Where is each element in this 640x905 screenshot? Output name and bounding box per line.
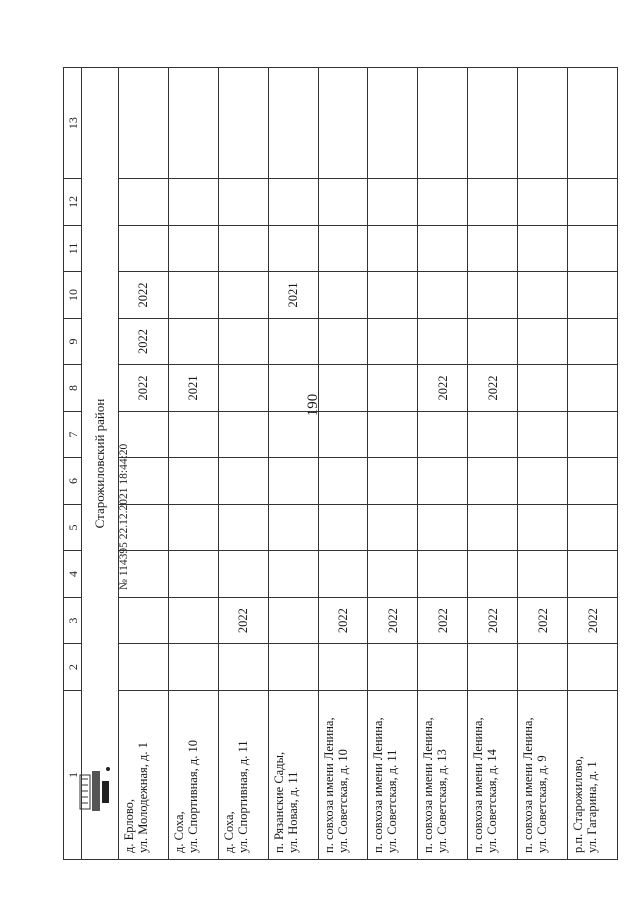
row-name: [119, 690, 169, 859]
year-cell: [418, 644, 468, 691]
year-cell: [218, 225, 268, 272]
year-cell: [318, 272, 368, 319]
row-name: [368, 690, 418, 859]
column-header: 8: [64, 365, 82, 412]
column-header: 6: [64, 458, 82, 505]
year-cell: 2022: [418, 365, 468, 412]
table-row: [268, 68, 318, 860]
table-row: [468, 68, 518, 860]
year-cell: [318, 411, 368, 458]
year-cell: [568, 458, 618, 505]
year-cell: [218, 272, 268, 319]
header-row: [64, 68, 82, 860]
year-cell: [318, 504, 368, 551]
row-name-line: п. совхоза имени Ленина,: [321, 717, 336, 853]
year-cell: [318, 318, 368, 365]
column-header: 10: [64, 272, 82, 319]
year-cell: [218, 68, 268, 179]
year-cell: [119, 597, 169, 644]
year-cell: 2022: [468, 597, 518, 644]
row-name: [418, 690, 468, 859]
year-cell: 2022: [318, 597, 368, 644]
year-cell: [218, 365, 268, 412]
year-cell: 2021: [268, 272, 318, 319]
year-cell: [218, 644, 268, 691]
table-row: [518, 68, 568, 860]
year-cell: [368, 551, 418, 598]
year-cell: [568, 644, 618, 691]
row-name: [568, 690, 618, 859]
year-cell: [518, 272, 568, 319]
year-cell: [368, 458, 418, 505]
row-name: [518, 690, 568, 859]
year-cell: [368, 68, 418, 179]
year-cell: [268, 597, 318, 644]
year-cell: [368, 644, 418, 691]
year-cell: [418, 225, 468, 272]
column-header: 11: [64, 225, 82, 272]
table-row: [568, 68, 618, 860]
table-row: [168, 68, 218, 860]
year-cell: [368, 225, 418, 272]
year-cell: [119, 644, 169, 691]
year-cell: [218, 551, 268, 598]
table-body: [82, 68, 618, 860]
row-name-line: п. совхоза имени Ленина,: [421, 717, 436, 853]
row-name-line: ул. Советская, д. 10: [335, 749, 350, 853]
table-row: [218, 68, 268, 860]
year-cell: [368, 504, 418, 551]
year-cell: [468, 179, 518, 226]
year-cell: 2022: [119, 365, 169, 412]
year-cell: [218, 458, 268, 505]
row-name-line: ул. Гагарина, д. 1: [585, 761, 600, 853]
year-cell: [518, 68, 568, 179]
page-number: 190: [305, 393, 321, 417]
row-name-line: ул. Советская, д. 13: [435, 749, 450, 853]
year-cell: [468, 225, 518, 272]
year-cell: [468, 504, 518, 551]
registration-stamp-text: № 114395 22.12.2021 18:44:20: [118, 443, 130, 590]
year-cell: [168, 411, 218, 458]
year-cell: [418, 318, 468, 365]
year-cell: [218, 411, 268, 458]
year-cell: [518, 365, 568, 412]
year-cell: [418, 411, 468, 458]
year-cell: [168, 458, 218, 505]
year-cell: [119, 68, 169, 179]
year-cell: [119, 179, 169, 226]
column-header: 2: [64, 644, 82, 691]
year-cell: [268, 551, 318, 598]
year-cell: [418, 179, 468, 226]
year-cell: [318, 551, 368, 598]
year-cell: [518, 551, 568, 598]
year-cell: [218, 318, 268, 365]
year-cell: 2022: [418, 597, 468, 644]
year-cell: [318, 365, 368, 412]
year-cell: 2022: [368, 597, 418, 644]
year-cell: [168, 272, 218, 319]
column-header: 5: [64, 504, 82, 551]
table-row: [418, 68, 468, 860]
year-cell: [568, 225, 618, 272]
year-cell: [518, 318, 568, 365]
row-name-line: д. Соха,: [171, 811, 186, 853]
row-name-line: ул. Советская, д. 14: [485, 749, 500, 853]
year-cell: [468, 644, 518, 691]
year-cell: [418, 551, 468, 598]
year-cell: [218, 504, 268, 551]
row-name-line: ул. Спортивная, д. 10: [185, 740, 200, 853]
year-cell: [418, 68, 468, 179]
row-name-line: п. совхоза имени Ленина,: [471, 717, 486, 853]
year-cell: [318, 68, 368, 179]
year-cell: [368, 318, 418, 365]
row-name: [218, 690, 268, 859]
rotated-table-container: [63, 67, 618, 860]
row-name-line: ул. Спортивная, д. 11: [235, 740, 250, 853]
row-name-line: п. совхоза имени Ленина,: [521, 717, 536, 853]
year-cell: [368, 179, 418, 226]
row-name: [168, 690, 218, 859]
year-cell: 2022: [218, 597, 268, 644]
year-cell: [318, 458, 368, 505]
year-cell: 2022: [518, 597, 568, 644]
column-header: 12: [64, 179, 82, 226]
year-cell: [418, 272, 468, 319]
column-header: 13: [64, 68, 82, 179]
year-cell: [168, 179, 218, 226]
row-name-line: п. совхоза имени Ленина,: [371, 717, 386, 853]
row-name: [318, 690, 368, 859]
region-row: [82, 68, 119, 860]
row-name-line: д. Ерлово,: [122, 798, 136, 853]
year-cell: [518, 504, 568, 551]
year-cell: [568, 318, 618, 365]
year-cell: [518, 225, 568, 272]
year-cell: [418, 504, 468, 551]
year-cell: [518, 179, 568, 226]
year-cell: [568, 365, 618, 412]
year-cell: [568, 551, 618, 598]
row-name-line: ул. Новая, д. 11: [285, 771, 300, 853]
year-cell: [518, 644, 568, 691]
year-cell: [318, 225, 368, 272]
region-label: Старожиловский район: [82, 68, 119, 860]
year-cell: [468, 68, 518, 179]
year-cell: [119, 225, 169, 272]
year-cell: 2021: [168, 365, 218, 412]
year-cell: [268, 225, 318, 272]
column-header: 1: [64, 690, 82, 859]
year-cell: [368, 365, 418, 412]
year-cell: [518, 411, 568, 458]
year-cell: [568, 68, 618, 179]
year-cell: [318, 179, 368, 226]
year-cell: [468, 551, 518, 598]
year-cell: [268, 458, 318, 505]
row-name-line: п. Рязанские Сады,: [271, 751, 286, 853]
year-cell: [218, 179, 268, 226]
data-table: [63, 67, 618, 860]
year-cell: [568, 504, 618, 551]
column-header: 9: [64, 318, 82, 365]
year-cell: [468, 458, 518, 505]
row-name-line: ул. Советская, д. 9: [535, 755, 550, 853]
column-header: 4: [64, 551, 82, 598]
year-cell: 2022: [119, 272, 169, 319]
year-cell: [468, 272, 518, 319]
year-cell: [468, 318, 518, 365]
year-cell: [318, 644, 368, 691]
year-cell: [268, 411, 318, 458]
year-cell: [168, 504, 218, 551]
year-cell: [518, 458, 568, 505]
year-cell: 2022: [119, 318, 169, 365]
year-cell: [368, 411, 418, 458]
year-cell: [418, 458, 468, 505]
year-cell: [168, 225, 218, 272]
year-cell: [268, 365, 318, 412]
year-cell: [268, 318, 318, 365]
year-cell: [568, 272, 618, 319]
year-cell: [168, 644, 218, 691]
column-header: 3: [64, 597, 82, 644]
column-header: 7: [64, 411, 82, 458]
table-row: [368, 68, 418, 860]
year-cell: [168, 68, 218, 179]
row-name-line: д. Соха,: [221, 811, 236, 853]
row-name: [268, 690, 318, 859]
row-name-line: ул. Молодежная, д. 1: [136, 742, 150, 853]
row-name-line: р.п. Старожилово,: [571, 756, 586, 853]
row-name: [468, 690, 518, 859]
year-cell: [468, 411, 518, 458]
year-cell: [268, 179, 318, 226]
year-cell: [568, 411, 618, 458]
year-cell: [168, 318, 218, 365]
year-cell: [168, 597, 218, 644]
year-cell: [368, 272, 418, 319]
year-cell: [168, 551, 218, 598]
year-cell: 2022: [468, 365, 518, 412]
year-cell: 2022: [568, 597, 618, 644]
table-row: [318, 68, 368, 860]
row-name-line: ул. Советская, д. 11: [385, 749, 400, 853]
year-cell: [568, 179, 618, 226]
seal-icon: [78, 755, 114, 813]
year-cell: [268, 504, 318, 551]
year-cell: [268, 68, 318, 179]
year-cell: [268, 644, 318, 691]
